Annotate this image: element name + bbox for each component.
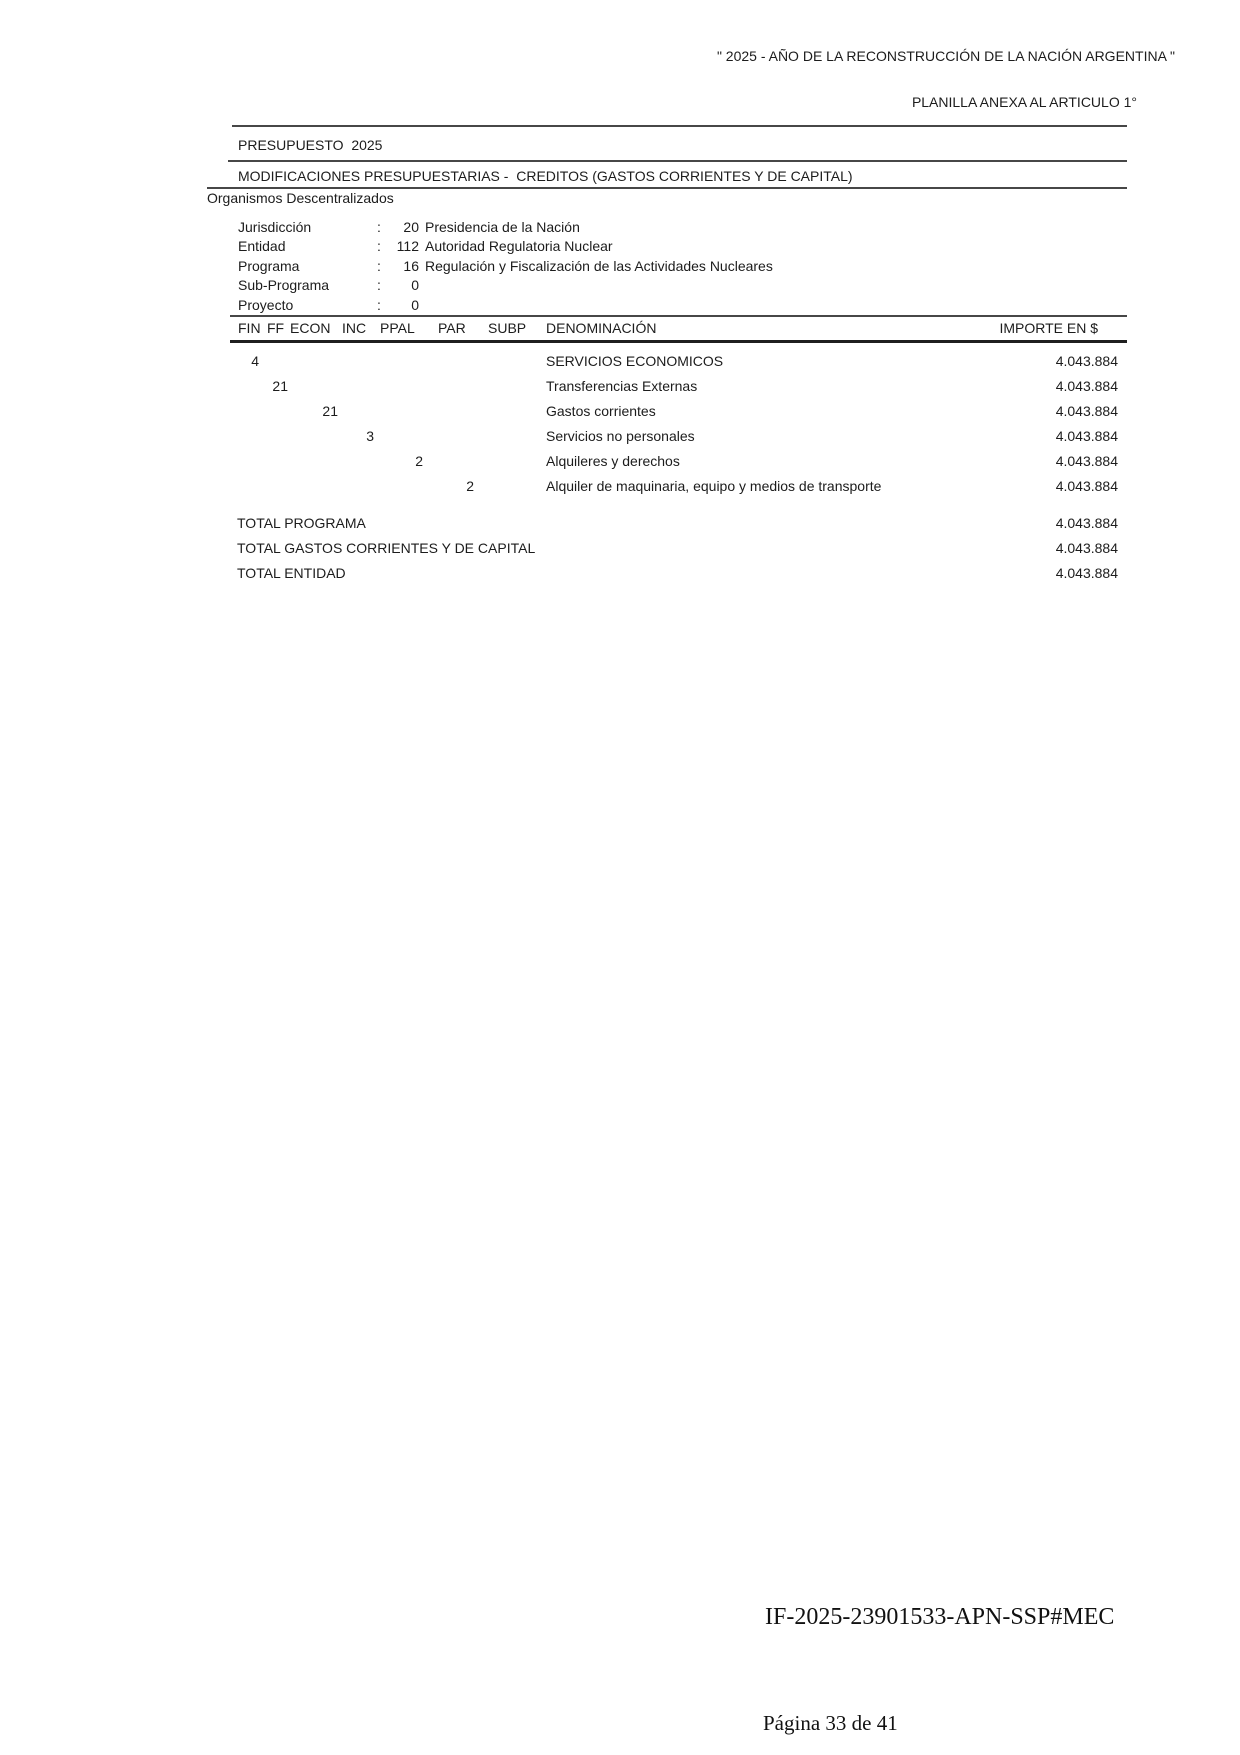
annex-title: PLANILLA ANEXA AL ARTICULO 1° xyxy=(911,94,1137,110)
info-row-entidad xyxy=(238,237,773,257)
table-row xyxy=(0,353,1240,373)
cell-importe: 4.043.884 xyxy=(1055,378,1118,394)
info-separator: : xyxy=(377,257,381,274)
total-entidad-row xyxy=(0,565,1240,585)
info-code: 20 xyxy=(403,218,419,235)
column-header-fin: FIN xyxy=(238,320,261,336)
info-row-subprograma xyxy=(238,276,773,296)
document-reference: IF-2025-23901533-APN-SSP#MEC xyxy=(765,1604,1115,1630)
cell-denominacion: Alquileres y derechos xyxy=(546,453,680,469)
table-row xyxy=(0,378,1240,398)
info-row-proyecto xyxy=(238,295,773,315)
modifications-subtitle: MODIFICACIONES PRESUPUESTARIAS - CREDITOS (GASTOS CORRIENTES Y DE CAPITAL) xyxy=(238,168,853,184)
column-header-econ: ECON xyxy=(290,320,331,336)
table-row xyxy=(0,428,1240,448)
page-number: Página 33 de 41 xyxy=(763,1711,898,1735)
column-header-importe: IMPORTE EN $ xyxy=(999,320,1098,336)
info-separator: : xyxy=(377,277,381,294)
cell-importe: 4.043.884 xyxy=(1055,403,1118,419)
info-label: Jurisdicción xyxy=(238,218,312,235)
divider-under-title xyxy=(228,160,1127,162)
info-label: Sub-Programa xyxy=(238,277,330,294)
column-header-par: PAR xyxy=(438,320,466,336)
info-separator: : xyxy=(377,238,381,255)
info-code: 0 xyxy=(411,277,419,294)
divider-under-subtitle xyxy=(207,187,1127,189)
info-code: 16 xyxy=(403,257,419,274)
info-separator: : xyxy=(377,218,381,235)
entity-info-block xyxy=(238,217,773,315)
cell-ppal: 2 xyxy=(415,453,423,469)
info-separator: : xyxy=(377,296,381,313)
info-row-jurisdiccion xyxy=(238,217,773,237)
column-header-ff: FF xyxy=(267,320,285,336)
total-label: TOTAL ENTIDAD xyxy=(237,565,346,581)
column-header-subp: SUBP xyxy=(488,320,527,336)
info-label: Programa xyxy=(238,257,300,274)
cell-ff: 21 xyxy=(272,378,288,394)
cell-denominacion: Transferencias Externas xyxy=(546,378,698,394)
cell-denominacion: Gastos corrientes xyxy=(546,403,656,419)
total-label: TOTAL GASTOS CORRIENTES Y DE CAPITAL xyxy=(237,540,536,556)
cell-importe: 4.043.884 xyxy=(1055,428,1118,444)
total-label: TOTAL PROGRAMA xyxy=(237,515,366,531)
cell-denominacion: SERVICIOS ECONOMICOS xyxy=(546,353,724,369)
cell-importe: 4.043.884 xyxy=(1055,353,1118,369)
column-header-inc: INC xyxy=(342,320,367,336)
column-header-ppal: PPAL xyxy=(380,320,415,336)
table-row xyxy=(0,403,1240,423)
divider-top xyxy=(232,125,1127,127)
cell-par: 2 xyxy=(466,478,474,494)
cell-inc: 3 xyxy=(366,428,374,444)
total-programa-row xyxy=(0,515,1240,535)
info-row-programa xyxy=(238,256,773,276)
total-gastos-row xyxy=(0,540,1240,560)
info-label: Entidad xyxy=(238,238,286,255)
cell-denominacion: Servicios no personales xyxy=(546,428,695,444)
cell-denominacion: Alquiler de maquinaria, equipo y medios de transporte xyxy=(546,478,882,494)
info-description: Presidencia de la Nación xyxy=(425,218,580,235)
cell-importe: 4.043.884 xyxy=(1055,453,1118,469)
info-label: Proyecto xyxy=(238,296,294,313)
column-header-denominacion: DENOMINACIÓN xyxy=(546,320,657,336)
table-header-top-rule xyxy=(230,315,1127,317)
total-importe: 4.043.884 xyxy=(1055,540,1118,556)
year-slogan: " 2025 - AÑO DE LA RECONSTRUCCIÓN DE LA NACIÓN ARGENTINA " xyxy=(716,48,1175,64)
info-code: 0 xyxy=(411,296,419,313)
table-header-bottom-rule xyxy=(230,340,1127,343)
cell-importe: 4.043.884 xyxy=(1055,478,1118,494)
cell-econ: 21 xyxy=(322,403,338,419)
info-code: 112 xyxy=(396,238,419,255)
total-importe: 4.043.884 xyxy=(1055,515,1118,531)
cell-fin: 4 xyxy=(251,353,259,369)
table-row xyxy=(0,478,1240,498)
info-description: Autoridad Regulatoria Nuclear xyxy=(425,238,613,255)
budget-title: PRESUPUESTO 2025 xyxy=(238,137,383,153)
table-row xyxy=(0,453,1240,473)
section-label: Organismos Descentralizados xyxy=(207,190,394,206)
total-importe: 4.043.884 xyxy=(1055,565,1118,581)
info-description: Regulación y Fiscalización de las Actividades Nucleares xyxy=(425,257,773,274)
